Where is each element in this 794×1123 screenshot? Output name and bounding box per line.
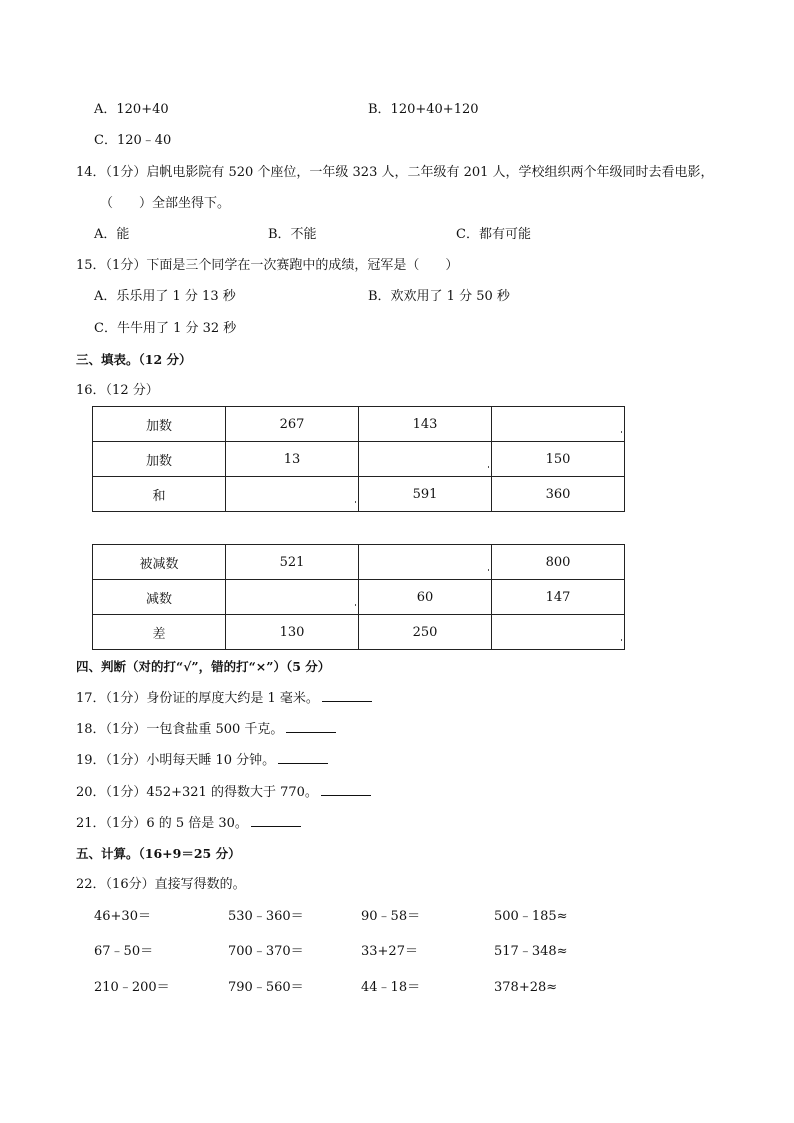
table-cell: 减数	[93, 580, 226, 615]
q16-label: 16．（12 分）	[76, 383, 159, 398]
judgment-item	[76, 720, 336, 739]
q15-option-a: A．乐乐用了 1 分 13 秒	[94, 289, 236, 304]
table-cell: 360	[492, 477, 625, 512]
q14-option-b: B．不能	[268, 227, 317, 242]
table-cell: 被减数	[93, 545, 226, 580]
table-cell: 差	[93, 615, 226, 650]
table-cell: 147	[492, 580, 625, 615]
judgment-item	[76, 814, 301, 833]
judgment-text: 17．（1分）身份证的厚度大约是 1 毫米。	[76, 691, 319, 706]
q14-stem-line1: 14．（1分）启帆电影院有 520 个座位，一年级 323 人，二年级有 201 人，学校组织两个年级同时去看电影，	[76, 165, 714, 180]
answer-blank[interactable]	[278, 751, 328, 764]
table-cell-blank[interactable]	[359, 442, 492, 477]
table-cell: 加数	[93, 442, 226, 477]
q15-option-c: C．牛牛用了 1 分 32 秒	[94, 321, 237, 336]
calc-item: 90﹣58＝	[361, 909, 421, 924]
calc-item: 44﹣18＝	[361, 980, 421, 995]
answer-blank[interactable]	[251, 814, 301, 827]
table-row	[93, 615, 625, 650]
table-cell-blank[interactable]	[492, 407, 625, 442]
table-cell: 800	[492, 545, 625, 580]
table-cell-blank[interactable]	[359, 545, 492, 580]
calc-item: 530﹣360＝	[228, 909, 304, 924]
table-row	[93, 545, 625, 580]
judgment-text: 20．（1分）452+321 的得数大于 770。	[76, 785, 318, 800]
calc-item: 33+27＝	[361, 944, 418, 959]
table-cell-blank[interactable]	[226, 477, 359, 512]
section5-heading: 五、计算。（16+9＝25 分）	[76, 846, 241, 861]
table-row	[93, 407, 625, 442]
answer-blank[interactable]	[322, 689, 372, 702]
table-row	[93, 580, 625, 615]
calc-item: 790﹣560＝	[228, 980, 304, 995]
calc-item: 210﹣200＝	[94, 980, 170, 995]
subtraction-table	[92, 544, 625, 650]
q14-option-a: A．能	[94, 227, 130, 242]
table-cell: 143	[359, 407, 492, 442]
judgment-item	[76, 689, 372, 708]
table-cell: 和	[93, 477, 226, 512]
table-row	[93, 477, 625, 512]
calc-item: 67﹣50＝	[94, 944, 154, 959]
addition-table	[92, 406, 625, 512]
table-cell-blank[interactable]	[226, 580, 359, 615]
q15-stem: 15．（1分）下面是三个同学在一次赛跑中的成绩，冠军是（ ）	[76, 258, 459, 273]
q15-option-b: B．欢欢用了 1 分 50 秒	[368, 289, 510, 304]
q14-option-c: C．都有可能	[456, 227, 531, 242]
q13-option-c: C．120﹣40	[94, 133, 172, 148]
judgment-text: 18．（1分）一包食盐重 500 千克。	[76, 722, 284, 737]
q13-option-a: A．120+40	[94, 102, 169, 117]
calc-item: 46+30＝	[94, 909, 151, 924]
judgment-text: 19．（1分）小明每天睡 10 分钟。	[76, 753, 276, 768]
judgment-item	[76, 783, 371, 802]
section4-heading: 四、判断（对的打“√”，错的打“×”）（5 分）	[76, 659, 331, 674]
q13-option-b: B．120+40+120	[368, 102, 479, 117]
q14-stem-line2: （ ）全部坐得下。	[100, 196, 231, 211]
table-cell: 13	[226, 442, 359, 477]
table-cell: 加数	[93, 407, 226, 442]
calc-item: 517﹣348≈	[494, 944, 568, 959]
table-cell-blank[interactable]	[492, 615, 625, 650]
table-cell: 130	[226, 615, 359, 650]
calc-item: 378+28≈	[494, 980, 558, 995]
q22-label: 22．（16分）直接写得数的。	[76, 877, 246, 892]
judgment-item	[76, 751, 328, 770]
table-cell: 591	[359, 477, 492, 512]
table-cell: 150	[492, 442, 625, 477]
calc-item: 700﹣370＝	[228, 944, 304, 959]
table-row	[93, 442, 625, 477]
judgment-text: 21．（1分）6 的 5 倍是 30。	[76, 816, 248, 831]
answer-blank[interactable]	[321, 783, 371, 796]
table-cell: 267	[226, 407, 359, 442]
table-cell: 60	[359, 580, 492, 615]
calc-item: 500﹣185≈	[494, 909, 568, 924]
table-cell: 250	[359, 615, 492, 650]
table-cell: 521	[226, 545, 359, 580]
answer-blank[interactable]	[286, 720, 336, 733]
section3-heading: 三、填表。（12 分）	[76, 352, 192, 367]
